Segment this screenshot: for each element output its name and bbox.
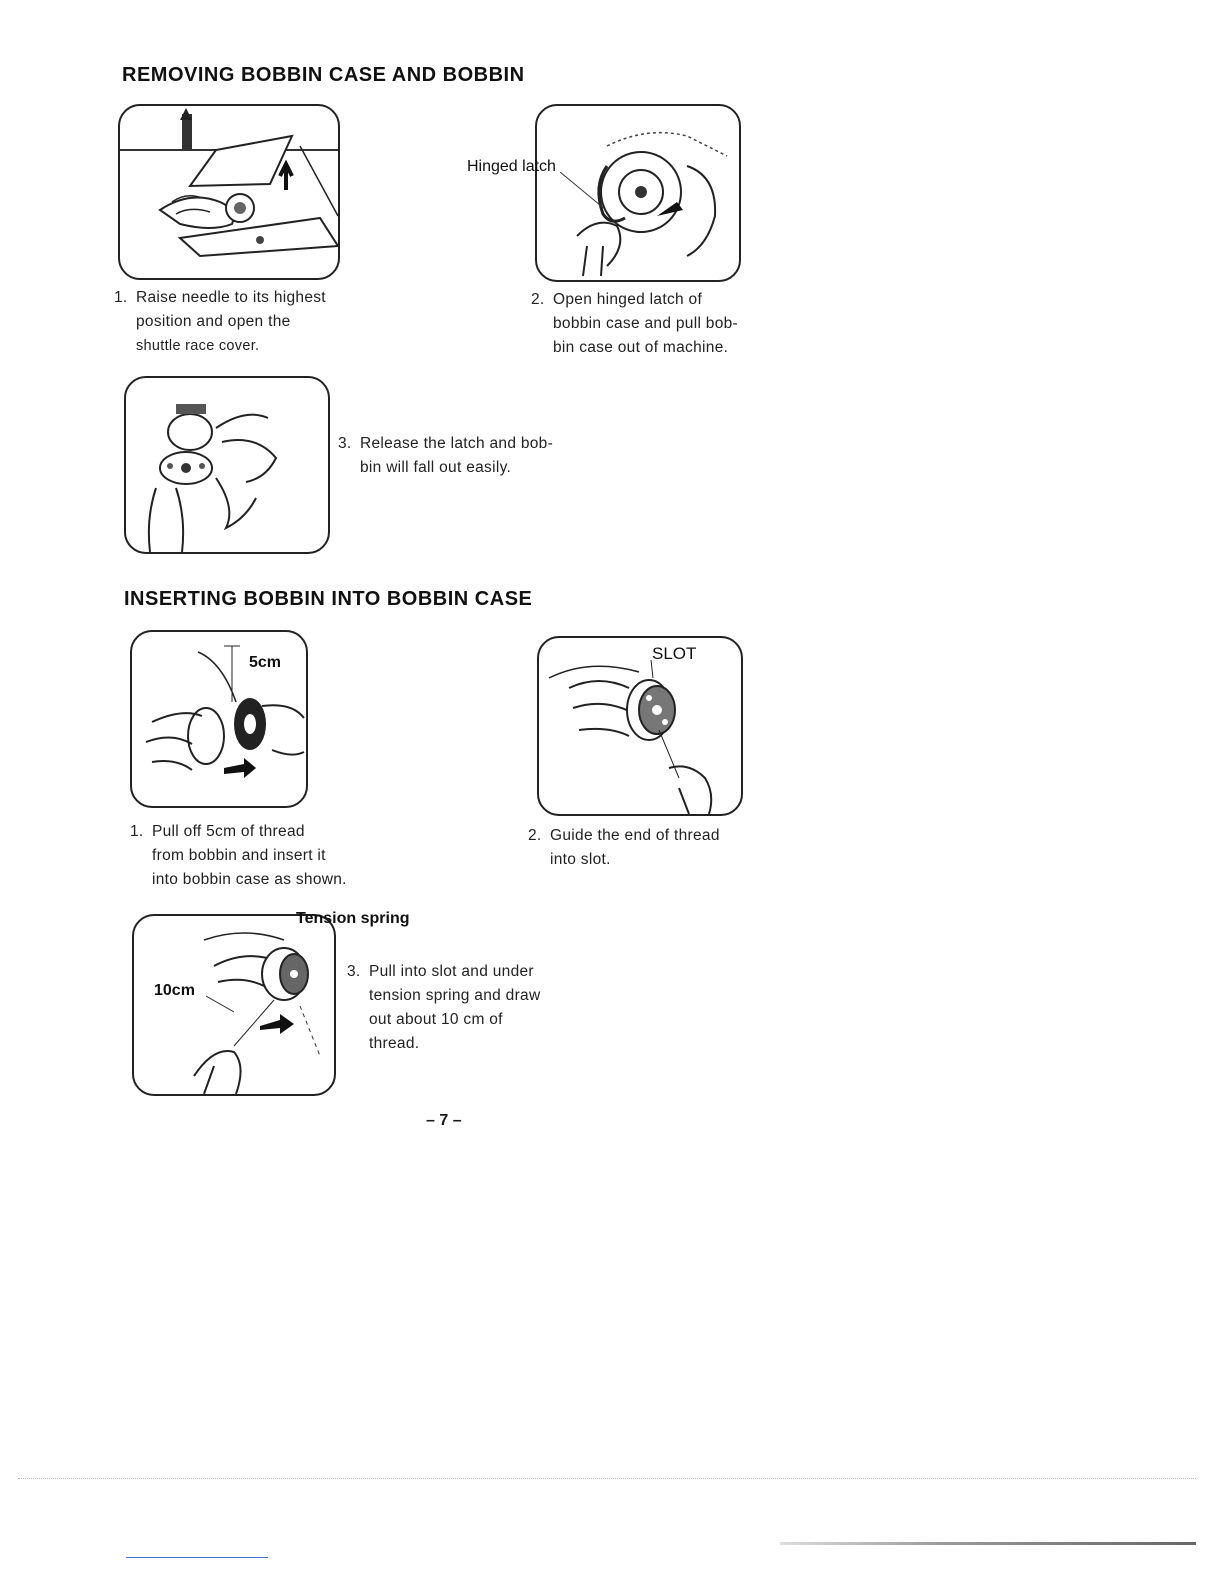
step-caption-insert-2 (528, 824, 766, 872)
illustration-shuttle-cover (120, 106, 338, 278)
leader-line-hinged-latch (560, 172, 610, 212)
caption-line: Open hinged latch of (553, 291, 703, 308)
figure-release-latch (124, 376, 330, 554)
caption-line: bobbin case and pull bob- (553, 315, 739, 332)
step-caption-insert-1 (130, 820, 366, 892)
caption-line: shuttle race cover. (136, 338, 260, 354)
illustration-release-latch (126, 378, 328, 552)
figure-open-shuttle-cover (118, 104, 340, 280)
caption-line: into bobbin case as shown. (152, 871, 347, 888)
section-heading-removing: REMOVING BOBBIN CASE AND BOBBIN (122, 64, 525, 86)
figure-guide-slot (537, 636, 743, 816)
callout-5cm: 5cm (249, 654, 282, 671)
caption-line: from bobbin and insert it (152, 847, 326, 864)
footer-underline (126, 1557, 268, 1558)
caption-line: tension spring and draw (369, 987, 541, 1004)
step-caption-insert-3 (347, 960, 583, 1056)
callout-tension-spring: Tension spring (296, 910, 410, 927)
caption-line: Raise needle to its highest (136, 289, 326, 306)
figure-pull-5cm (130, 630, 308, 808)
step-number: 3. (338, 435, 352, 452)
caption-line: out about 10 cm of (369, 1011, 503, 1028)
step-caption-remove-1 (114, 286, 350, 358)
step-number: 2. (531, 291, 545, 308)
footer-scan-edge (780, 1542, 1196, 1545)
footer-divider (18, 1478, 1196, 1479)
caption-line: thread. (369, 1035, 420, 1052)
callout-slot: SLOT (652, 644, 697, 663)
section-heading-inserting: INSERTING BOBBIN INTO BOBBIN CASE (124, 588, 533, 610)
callout-hinged-latch: Hinged latch (467, 158, 556, 175)
caption-line: bin case out of machine. (553, 339, 729, 356)
step-caption-remove-2 (531, 288, 769, 360)
caption-line: Pull into slot and under (369, 963, 534, 980)
caption-line: Guide the end of thread (550, 827, 720, 844)
caption-line: into slot. (550, 851, 611, 868)
step-number: 1. (130, 823, 144, 840)
caption-line: Pull off 5cm of thread (152, 823, 305, 840)
illustration-tension-spring (134, 916, 334, 1094)
figure-tension-spring (132, 914, 336, 1096)
page-number: – 7 – (426, 1112, 462, 1129)
step-number: 2. (528, 827, 542, 844)
caption-line: bin will fall out easily. (360, 459, 512, 476)
step-caption-remove-3 (338, 432, 584, 480)
step-number: 1. (114, 289, 128, 306)
callout-10cm: 10cm (154, 982, 195, 999)
caption-line: Release the latch and bob- (360, 435, 554, 452)
caption-line: position and open the (136, 313, 291, 330)
illustration-guide-slot (539, 638, 741, 814)
step-number: 3. (347, 963, 361, 980)
